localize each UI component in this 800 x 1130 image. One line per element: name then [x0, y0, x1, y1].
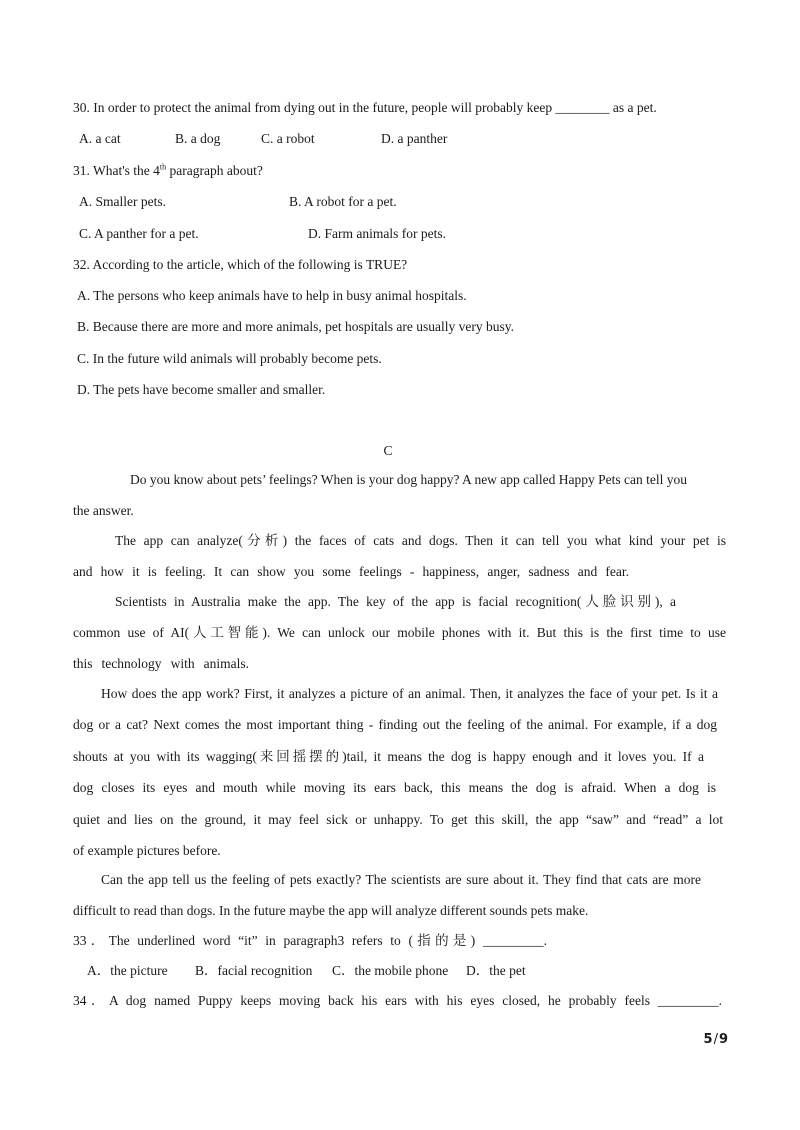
question-33-option-a: A．the picture [87, 963, 168, 978]
question-30-option-c: C. a robot [261, 131, 315, 146]
question-30-stem: 30. In order to protect the animal from dying out in the future, people will probably keep ________ as a pet. [73, 100, 657, 115]
passage-p5-line2: difficult to read than dogs. In the future maybe the app will analyze different sounds pets make. [73, 903, 589, 918]
passage-p4-line3: shouts at you with its wagging(来回摇摆的)tail, it means the dog is happy enough and it loves you. If a [73, 749, 704, 764]
passage-p3-line1: Scientists in Australia make the app. The key of the app is facial recognition(人脸识别), a [115, 594, 676, 609]
question-34-stem: 34．A dog named Puppy keeps moving back his ears with his eyes closed, he probably feels _________. [73, 993, 722, 1008]
ordinal-suffix: th [159, 162, 167, 172]
question-32-stem: 32. According to the article, which of the following is TRUE? [73, 257, 408, 272]
question-30-option-d: D. a panther [381, 131, 448, 146]
passage-p5-line1: Can the app tell us the feeling of pets exactly? The scientists are sure about it. They find that cats are more [101, 872, 701, 887]
page-number: 5/9 [703, 1032, 728, 1047]
question-33-option-c: C．the mobile phone [332, 963, 449, 978]
page-total: 9 [718, 1032, 728, 1047]
page-current: 5 [703, 1032, 713, 1047]
question-33-option-d: D．the pet [466, 963, 526, 978]
passage-p3-line2: common use of AI(人工智能). We can unlock our mobile phones with it. But this is the first time to use [73, 625, 726, 640]
question-33-stem: 33．The underlined word “it” in paragraph3 refers to (指的是) _________. [73, 933, 547, 948]
question-32-option-b: B. Because there are more and more animals, pet hospitals are usually very busy. [77, 319, 514, 334]
question-33-option-b: B．facial recognition [195, 963, 313, 978]
passage-p4-line2: dog or a cat? Next comes the most important thing - finding out the feeling of the animal. For example, if a dog [73, 717, 717, 732]
question-31-option-a: A. Smaller pets. [79, 194, 166, 209]
question-30-option-b: B. a dog [175, 131, 221, 146]
question-31-option-c: C. A panther for a pet. [79, 226, 199, 241]
question-30-option-a: A. a cat [79, 131, 121, 146]
passage-p4-line5: quiet and lies on the ground, it may feel sick or unhappy. To get this skill, the app “saw” and “read” a lot [73, 812, 723, 827]
question-32-option-c: C. In the future wild animals will probably become pets. [77, 351, 382, 366]
passage-p4-line4: dog closes its eyes and mouth while moving its ears back, this means the dog is afraid. When a dog is [73, 780, 716, 795]
passage-p4-line1: How does the app work? First, it analyzes a picture of an animal. Then, it analyzes the face of your pet. Is it a [101, 686, 718, 701]
passage-p2-line1: The app can analyze(分析) the faces of cats and dogs. Then it can tell you what kind your pet is [115, 533, 726, 548]
section-heading: C [383, 443, 393, 458]
passage-p1-line1: Do you know about pets’ feelings? When is your dog happy? A new app called Happy Pets can tell you [130, 472, 688, 487]
question-31-stem: 31. What's the 4th paragraph about? [73, 162, 263, 178]
passage-p2-line2: and how it is feeling. It can show you some feelings - happiness, anger, sadness and fear. [73, 564, 629, 579]
passage-p4-line6: of example pictures before. [73, 843, 221, 858]
question-31-option-d: D. Farm animals for pets. [308, 226, 446, 241]
question-32-option-a: A. The persons who keep animals have to help in busy animal hospitals. [77, 288, 467, 303]
question-31-option-b: B. A robot for a pet. [289, 194, 397, 209]
passage-p3-line3: this technology with animals. [73, 656, 249, 671]
question-32-option-d: D. The pets have become smaller and smaller. [77, 382, 326, 397]
passage-p1-line2: the answer. [73, 503, 134, 518]
